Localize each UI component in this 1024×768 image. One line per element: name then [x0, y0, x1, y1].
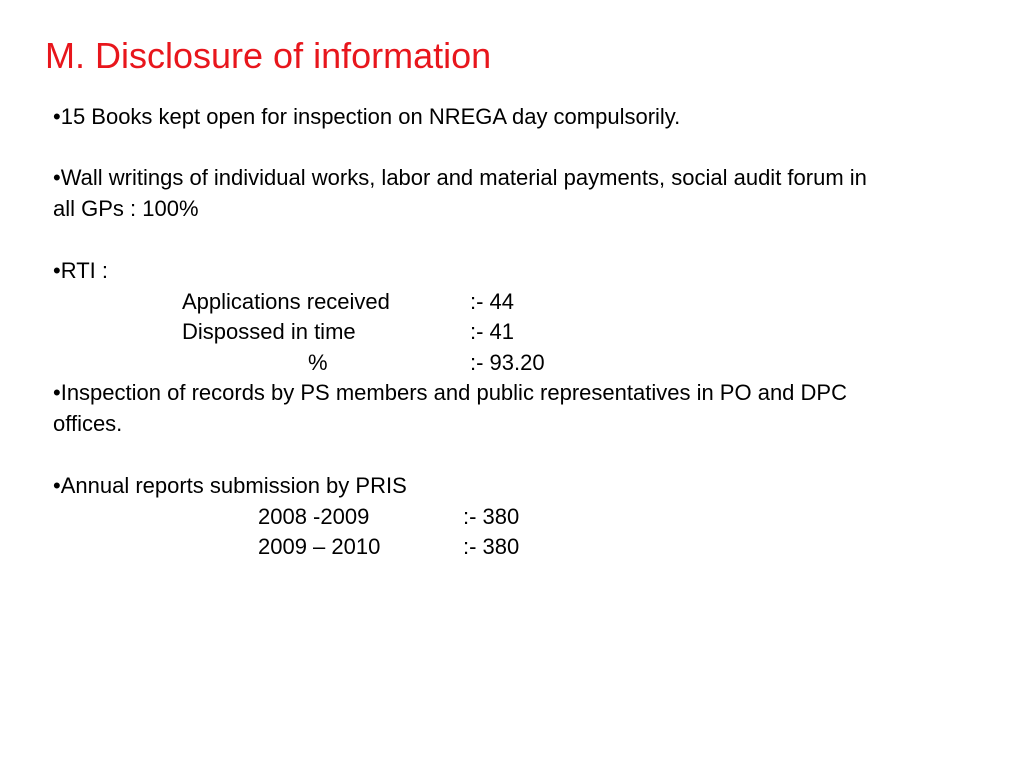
annual-report-value: :- 380: [463, 504, 520, 529]
annual-report-value: :- 380: [463, 534, 520, 559]
rti-label: Applications received: [182, 289, 390, 314]
rti-label: %: [308, 350, 328, 375]
bullet-continuation: offices.: [53, 411, 123, 436]
rti-value: :- 41: [470, 319, 515, 344]
bullet-icon: •: [53, 104, 61, 129]
annual-report-period: 2008 -2009: [258, 504, 370, 529]
bullet-text: Inspection of records by PS members and public representatives in PO and DPC: [60, 380, 847, 405]
slide-title: M. Disclosure of information: [45, 35, 492, 76]
bullet-text: RTI :: [60, 258, 108, 283]
bullet-text: Annual reports submission by PRIS: [60, 473, 407, 498]
rti-value: :- 93.20: [470, 350, 545, 375]
bullet-item-rti: [53, 255, 108, 286]
bullet-icon: •: [53, 165, 61, 190]
bullet-icon: •: [53, 380, 61, 405]
rti-value: :- 44: [470, 289, 515, 314]
bullet-icon: •: [53, 473, 61, 498]
bullet-text: 15 Books kept open for inspection on NREGA day compulsorily.: [60, 104, 681, 129]
bullet-text: Wall writings of individual works, labor and material payments, social audit forum in: [60, 165, 867, 190]
bullet-icon: •: [53, 258, 61, 283]
bullet-continuation: all GPs : 100%: [53, 196, 199, 221]
rti-label: Dispossed in time: [182, 319, 356, 344]
bullet-item-wall-writings: [53, 162, 867, 193]
annual-report-period: 2009 – 2010: [258, 534, 381, 559]
bullet-item-inspection: [53, 377, 847, 408]
bullet-item-books: [53, 101, 680, 132]
bullet-item-annual-reports: [53, 470, 407, 501]
